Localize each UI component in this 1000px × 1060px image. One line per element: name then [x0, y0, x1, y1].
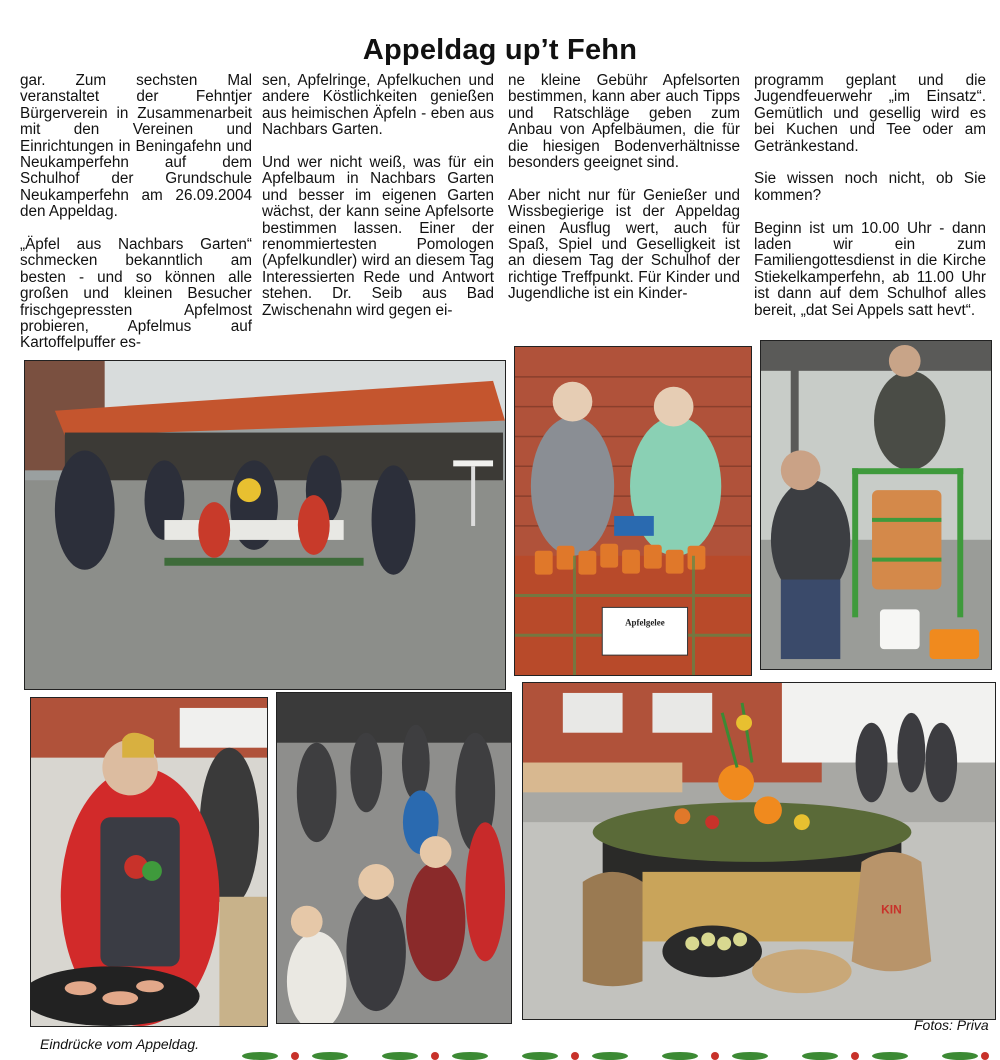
photo-credit: Fotos: Priva — [914, 1017, 989, 1033]
jelly-sign-text: Apfelgelee — [625, 617, 665, 628]
sack-label-text: KIN — [881, 902, 902, 917]
paragraph: sen, Apfelringe, Apfelkuchen und andere Köstlichkeiten genießen aus heimischen Äpfeln - eben aus Nachbars Garten. — [262, 72, 494, 139]
paragraph: „Äpfel aus Nachbars Garten“ schmecken bekanntlich am besten - und so können alle großen und kleinen Besucher frischgepressten Apfelmost probieren, Apfelmus auf Kartoffelpuffer es- — [20, 236, 252, 352]
article-column-3 — [508, 73, 740, 319]
photo-woman-grilling — [30, 697, 268, 1027]
article-headline: Appeldag up’t Fehn — [362, 34, 638, 66]
photo-children — [276, 692, 512, 1024]
photo-crowd-schoolyard — [24, 360, 506, 690]
paragraph: Und wer nicht weiß, was für ein Apfelbaum in Nachbars Garten und besser im eigenen Garten wächst, der kann seine Apfelsorte bestimmen lassen. Einer der renommiertesten Pomologen (Apfelkundler) wird an diesem Tag Interessierten Rede und Antwort stehen. Dr. Seib aus Bad Zwischenahn wird gegen ei- — [262, 154, 494, 319]
article-column-2 — [262, 73, 494, 335]
paragraph: programm geplant und die Jugendfeuerwehr „im Einsatz“. Gemütlich und gesellig wird es bei Kuchen und Tee oder am Getränkestand. — [754, 72, 986, 155]
photo-harvest-display — [522, 682, 996, 1020]
photo-caption: Eindrücke vom Appeldag. — [40, 1036, 200, 1052]
paragraph: Aber nicht nur für Genießer und Wissbegierige ist der Appeldag einen Ausflug wert, auch für Spaß, Spiel und Geselligkeit ist an diesem Tag der Schulhof der richtige Treffpunkt. Für Kinder und Jugendliche ist ein Kinder- — [508, 186, 740, 303]
photo-apple-press — [760, 340, 992, 670]
paragraph: ne kleine Gebühr Apfelsorten bestimmen, kann aber auch Tipps und Ratschläge geben zum Anbau von Apfelbäumen, die für die hiesigen Bodenverhältnisse besonders geeignet sind. — [508, 72, 740, 172]
article-column-4 — [754, 73, 986, 335]
photo-apple-jelly-stand — [514, 346, 752, 676]
paragraph: Beginn ist um 10.00 Uhr - dann laden wir ein zum Familiengottesdienst in die Kirche Stiekelkamperfehn, ab 11.00 Uhr ist dann auf dem Schulhof alles bereit, „dat Sei Appels satt hevt“. — [754, 219, 986, 319]
article-column-1 — [20, 73, 252, 368]
paragraph: gar. Zum sechsten Mal veranstaltet der Fehntjer Bürgerverein in Zusammenarbeit mit den Vereinen und Einrichtungen in Beningafehn und Neukamperfehn auf dem Schulhof der Grundschule Neukamperfehn am 26.09.2004 den Appeldag. — [20, 72, 252, 221]
paragraph: Sie wissen noch nicht, ob Sie kommen? — [754, 170, 986, 204]
decorative-apple-border — [0, 1050, 1000, 1060]
